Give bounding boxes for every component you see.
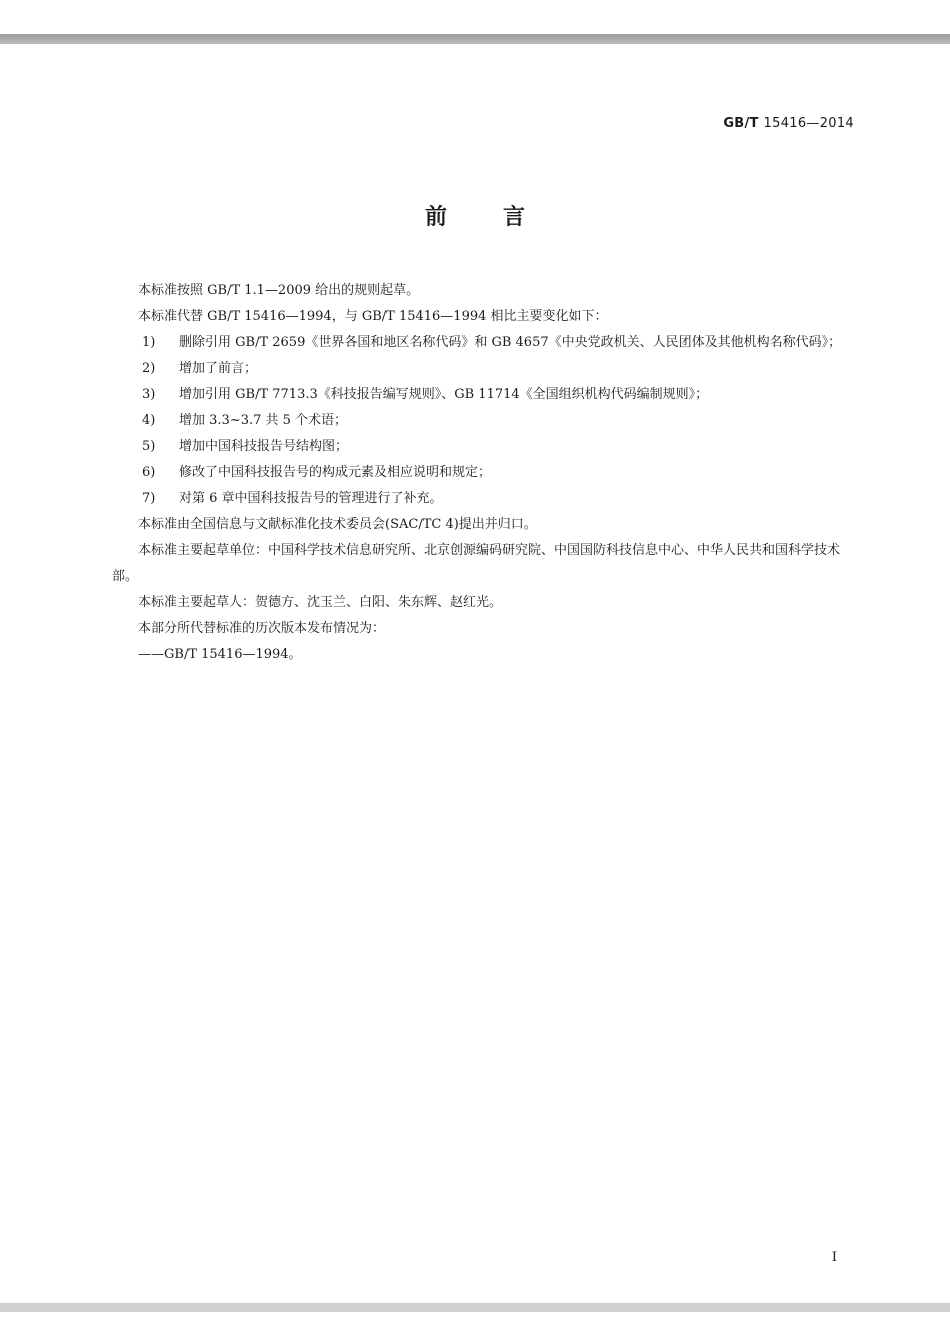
bottom-border-band: [0, 1303, 950, 1312]
change-item-text: 增加引用 GB/T 7713.3《科技报告编写规则》、GB 11714《全国组织机构代码编制规则》；: [179, 387, 709, 402]
foreword-body: [112, 278, 857, 668]
change-item-text: 增加 3.3~3.7 共 5 个术语；: [179, 413, 348, 428]
top-border-band: [0, 34, 950, 44]
change-item-text: 对第 6 章中国科技报告号的管理进行了补充。: [179, 491, 443, 506]
paragraph-drafting-units: 本标准主要起草单位：中国科学技术信息研究所、北京创源编码研究院、中国国防科技信息中心、中华人民共和国科学技术部。: [112, 543, 841, 584]
change-item-number: 5): [142, 439, 156, 454]
page-number: I: [831, 1250, 837, 1265]
change-item: [112, 356, 857, 382]
change-item: [112, 382, 857, 408]
change-item: [112, 330, 857, 356]
standard-prefix: GB/T: [723, 116, 759, 131]
paragraph-drafting-rules: 本标准按照 GB/T 1.1—2009 给出的规则起草。: [138, 283, 420, 298]
paragraph-history-item: ——GB/T 15416—1994。: [138, 647, 302, 662]
paragraph-drafters: 本标准主要起草人：贺德方、沈玉兰、白阳、朱东辉、赵红光。: [138, 595, 503, 610]
change-item: [112, 434, 857, 460]
change-item-number: 1): [142, 335, 156, 350]
change-item: [112, 460, 857, 486]
change-item-number: 2): [142, 361, 156, 376]
change-item-number: 3): [142, 387, 156, 402]
standard-code: 15416—2014: [763, 116, 854, 131]
page-title: 前言: [424, 205, 581, 230]
change-item-number: 4): [142, 413, 156, 428]
change-item-text: 删除引用 GB/T 2659《世界各国和地区名称代码》和 GB 4657《中央党政机关、人民团体及其他机构名称代码》；: [179, 335, 842, 350]
standard-number: [723, 116, 854, 131]
change-item: [112, 486, 857, 512]
change-item: [112, 408, 857, 434]
paragraph-history: 本部分所代替标准的历次版本发布情况为：: [138, 621, 386, 636]
change-item-text: 修改了中国科技报告号的构成元素及相应说明和规定；: [179, 465, 492, 480]
paragraph-proposer: 本标准由全国信息与文献标准化技术委员会(SAC/TC 4)提出并归口。: [138, 517, 537, 532]
change-item-text: 增加中国科技报告号结构图；: [179, 439, 349, 454]
change-item-number: 6): [142, 465, 156, 480]
paragraph-replaces: 本标准代替 GB/T 15416—1994，与 GB/T 15416—1994 相比主要变化如下：: [138, 309, 608, 324]
change-item-number: 7): [142, 491, 156, 506]
change-item-text: 增加了前言；: [179, 361, 258, 376]
